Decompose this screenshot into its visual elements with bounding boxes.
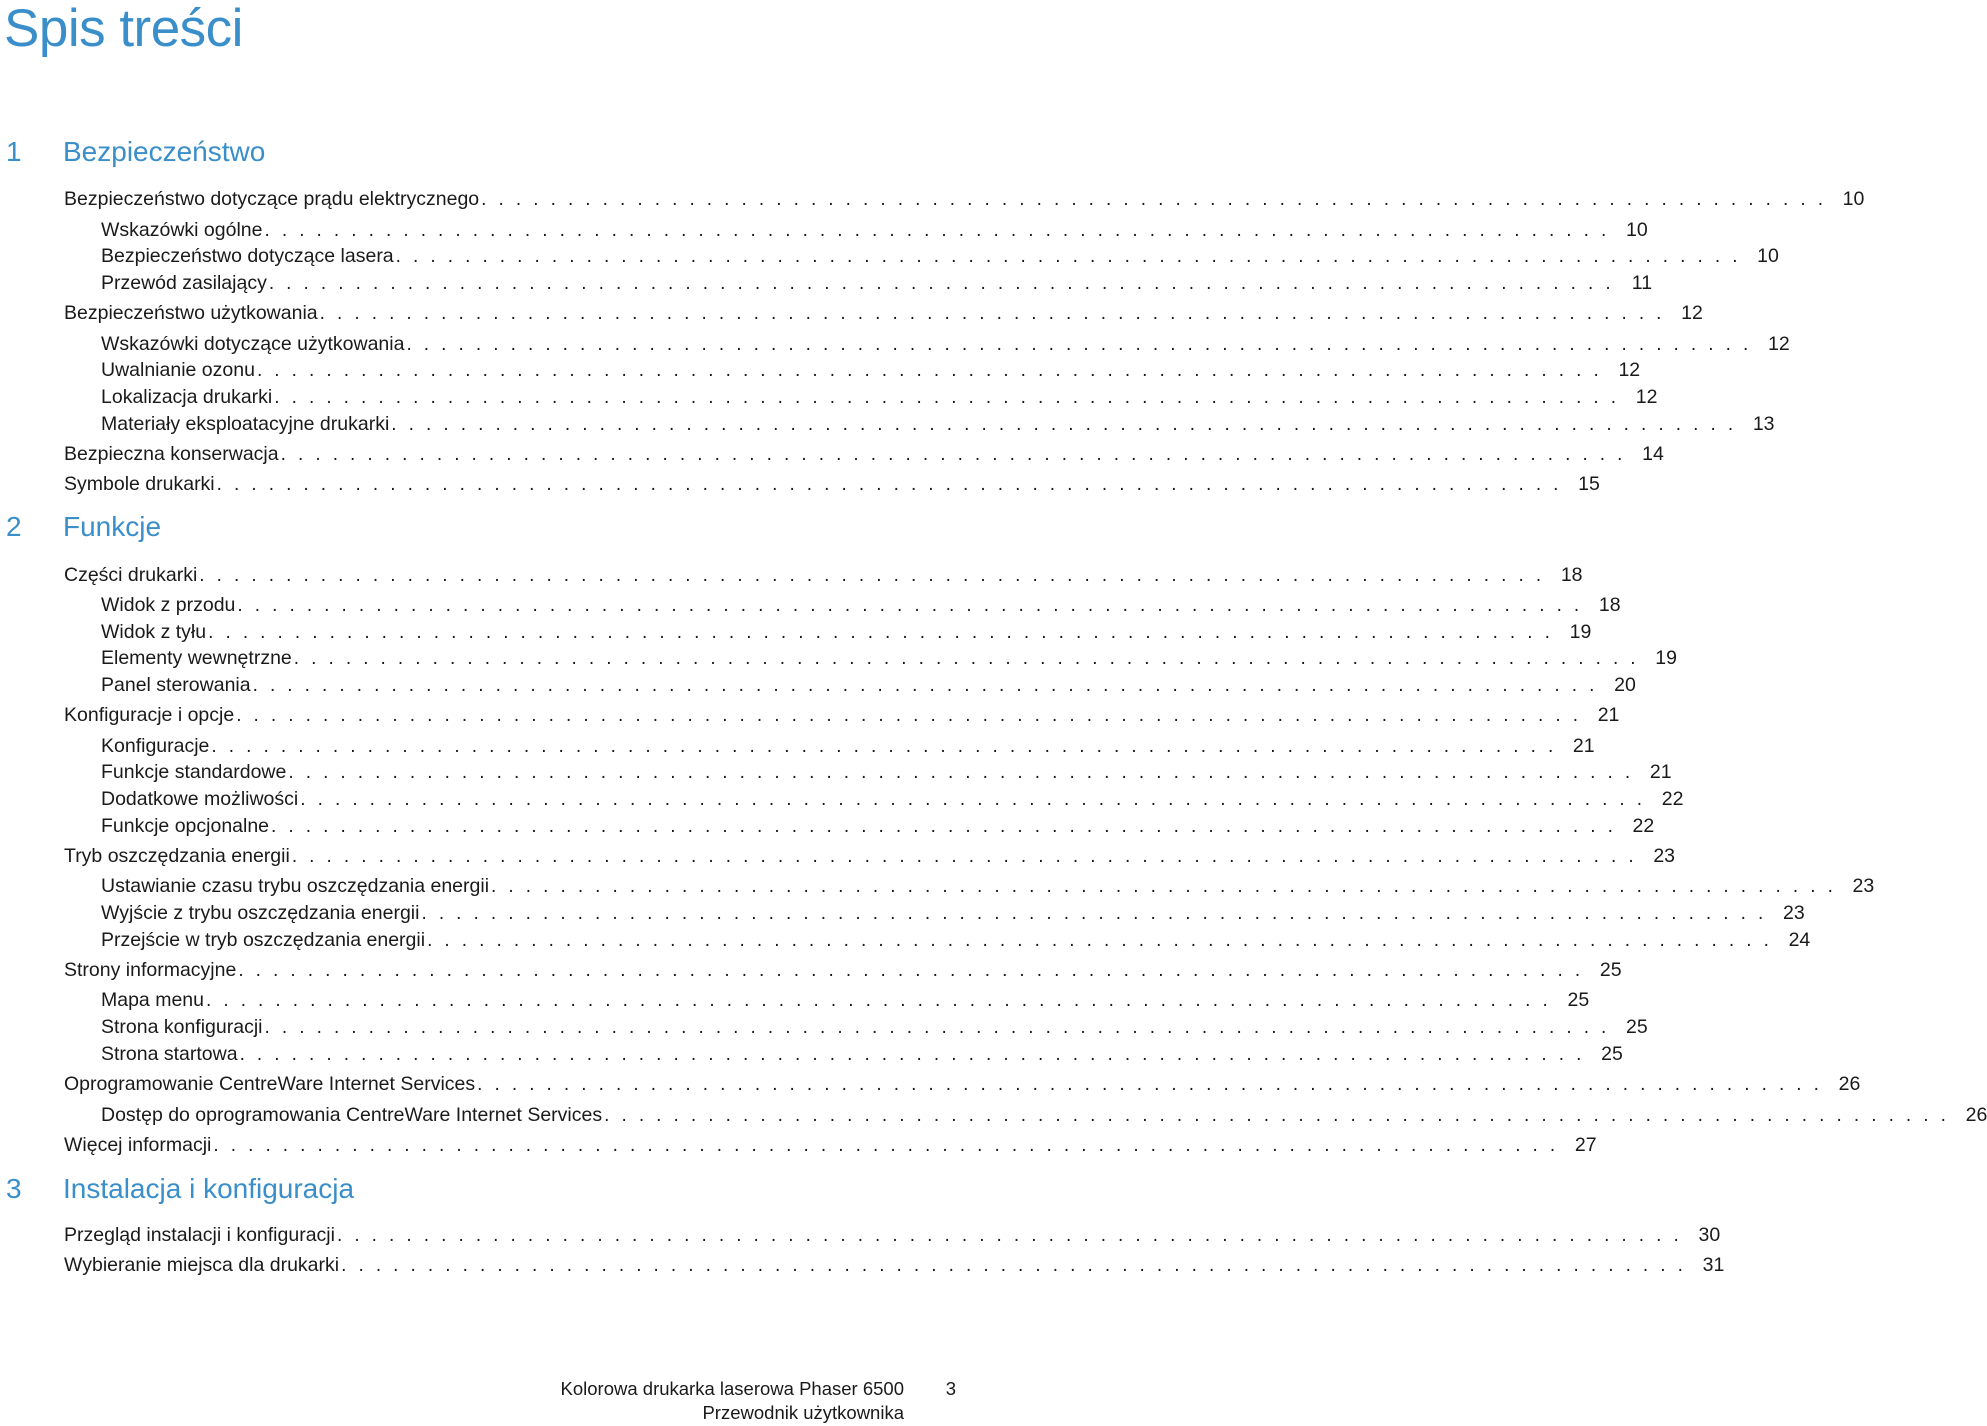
toc-entry-title: Elementy wewnętrzne [101,647,292,669]
toc-entry[interactable] [101,620,1592,645]
dot-leader: . . . . . . . . . . . . . . . . . . . . . . . . . . . . . . . . . . . . . . . . . . . . . . . . . . . . . . . . . . . . . . . . . . . . . . . . . . . . . . [239,1044,1585,1065]
dot-leader: . . . . . . . . . . . . . . . . . . . . . . . . . . . . . . . . . . . . . . . . . . . . . . . . . . . . . . . . . . . . . . . . . . . . . . . . . . . . . . [256,360,1603,381]
dot-leader: . . . . . . . . . . . . . . . . . . . . . . . . . . . . . . . . . . . . . . . . . . . . . . . . . . . . . . . . . . . . . . . . . . . . . . . . . . . . . . [199,565,1545,586]
toc-entry-page-number: 10 [1757,245,1779,267]
toc-entry-page-number: 21 [1649,761,1672,783]
footer-document-title: Kolorowa drukarka laserowa Phaser 6500 [560,1378,904,1399]
toc-entry-title: Bezpieczeństwo dotyczące lasera [101,245,394,267]
footer-page-number: 3 [945,1378,956,1399]
toc-entry-title: Przewód zasilający [101,272,267,294]
toc-entry-title: Wskazówki dotyczące użytkowania [101,333,405,355]
toc-entry-title: Wyjście z trybu oszczędzania energii [101,902,420,924]
dot-leader: . . . . . . . . . . . . . . . . . . . . . . . . . . . . . . . . . . . . . . . . . . . . . . . . . . . . . . . . . . . . . . . . . . . . . . . . . . . . . . [391,414,1737,435]
toc-entry-title: Bezpieczeństwo użytkowania [64,302,318,324]
toc-entry-title: Materiały eksploatacyjne drukarki [101,413,390,435]
toc-entry-title: Więcej informacji [64,1134,212,1156]
dot-leader: . . . . . . . . . . . . . . . . . . . . . . . . . . . . . . . . . . . . . . . . . . . . . . . . . . . . . . . . . . . . . . . . . . . . . . . . . . . . . . [477,1074,1823,1095]
toc-entry-title: Dostęp do oprogramowania CentreWare Internet Services [101,1104,603,1126]
dot-leader: . . . . . . . . . . . . . . . . . . . . . . . . . . . . . . . . . . . . . . . . . . . . . . . . . . . . . . . . . . . . . . . . . . . . . . . . . . . . . . [300,789,1646,810]
toc-entry-page-number: 22 [1661,788,1684,810]
dot-leader: . . . . . . . . . . . . . . . . . . . . . . . . . . . . . . . . . . . . . . . . . . . . . . . . . . . . . . . . . . . . . . . . . . . . . . . . . . . . . . [264,220,1610,241]
toc-entry-page-number: 21 [1597,704,1620,726]
dot-leader: . . . . . . . . . . . . . . . . . . . . . . . . . . . . . . . . . . . . . . . . . . . . . . . . . . . . . . . . . . . . . . . . . . . . . . . . . . . . . . [205,990,1552,1011]
dot-leader: . . . . . . . . . . . . . . . . . . . . . . . . . . . . . . . . . . . . . . . . . . . . . . . . . . . . . . . . . . . . . . . . . . . . . . . . . . . . . . [274,387,1620,408]
dot-leader: . . . . . . . . . . . . . . . . . . . . . . . . . . . . . . . . . . . . . . . . . . . . . . . . . . . . . . . . . . . . . . . . . . . . . . . . . . . . . . [238,960,1584,981]
toc-entry-title: Konfiguracje i opcje [64,704,235,726]
toc-entry-page-number: 19 [1569,621,1592,643]
toc-entry[interactable] [101,673,1636,698]
toc-entry-title: Przejście w tryb oszczędzania energii [101,929,426,951]
toc-entry-title: Oprogramowanie CentreWare Internet Services [64,1073,476,1095]
toc-entry-page-number: 14 [1642,443,1664,465]
toc-entry-page-number: 23 [1653,845,1676,867]
toc-entry-title: Panel sterowania [101,674,251,696]
dot-leader: . . . . . . . . . . . . . . . . . . . . . . . . . . . . . . . . . . . . . . . . . . . . . . . . . . . . . . . . . . . . . . . . . . . . . . . . . . . . . . [293,648,1639,669]
dot-leader: . . . . . . . . . . . . . . . . . . . . . . . . . . . . . . . . . . . . . . . . . . . . . . . . . . . . . . . . . . . . . . . . . . . . . . . . . . . . . . [271,816,1617,837]
toc-entry[interactable] [101,874,1875,899]
chapter-heading [0,509,960,545]
chapter-title: Bezpieczeństwo [63,136,266,167]
toc-entry[interactable] [101,901,1805,926]
toc-entry-title: Przegląd instalacji i konfiguracji [64,1224,335,1246]
toc-entry-page-number: 18 [1598,594,1621,616]
toc-entry-page-number: 12 [1635,386,1658,408]
toc-entry[interactable] [64,1223,1721,1248]
toc-entry-page-number: 22 [1632,815,1655,837]
dot-leader: . . . . . . . . . . . . . . . . . . . . . . . . . . . . . . . . . . . . . . . . . . . . . . . . . . . . . . . . . . . . . . . . . . . . . . . . . . . . . . [427,930,1773,951]
toc-entry-page-number: 12 [1681,302,1703,324]
toc-entry[interactable] [101,1015,1648,1040]
toc-entry-page-number: 31 [1702,1254,1725,1276]
toc-entry-page-number: 10 [1842,188,1865,210]
toc-entry[interactable] [64,187,1865,212]
toc-entry[interactable] [64,1253,1725,1278]
toc-entry-page-number: 25 [1601,1043,1623,1065]
toc-entry-page-number: 25 [1626,1016,1648,1038]
toc-entry-title: Mapa menu [101,989,204,1011]
chapter-number: 2 [6,511,22,542]
toc-entry[interactable] [101,928,1811,953]
toc-entry-page-number: 10 [1626,219,1648,241]
chapter-heading [0,1171,960,1207]
toc-entry-title: Widok z tyłu [101,621,207,643]
toc-entry-page-number: 27 [1574,1134,1597,1156]
toc-entry[interactable] [64,301,1703,326]
toc-entry-page-number: 12 [1767,333,1790,355]
dot-leader: . . . . . . . . . . . . . . . . . . . . . . . . . . . . . . . . . . . . . . . . . . . . . . . . . . . . . . . . . . . . . . . . . . . . . . . . . . . . . . [291,846,1638,867]
dot-leader: . . . . . . . . . . . . . . . . . . . . . . . . . . . . . . . . . . . . . . . . . . . . . . . . . . . . . . . . . . . . . . . . . . . . . . . . . . . . . . [280,444,1626,465]
toc-entry-title: Wskazówki ogólne [101,219,263,241]
toc-entry[interactable] [101,760,1672,785]
toc-entry[interactable] [101,1042,1623,1067]
toc-entry[interactable] [101,734,1595,759]
toc-entry[interactable] [64,442,1664,467]
dot-leader: . . . . . . . . . . . . . . . . . . . . . . . . . . . . . . . . . . . . . . . . . . . . . . . . . . . . . . . . . . . . . . . . . . . . . . . . . . . . . . [252,675,1598,696]
toc-entry-title: Uwalnianie ozonu [101,359,255,381]
dot-leader: . . . . . . . . . . . . . . . . . . . . . . . . . . . . . . . . . . . . . . . . . . . . . . . . . . . . . . . . . . . . . . . . . . . . . . . . . . . . . . [237,595,1583,616]
dot-leader: . . . . . . . . . . . . . . . . . . . . . . . . . . . . . . . . . . . . . . . . . . . . . . . . . . . . . . . . . . . . . . . . . . . . . . . . . . . . . . [319,303,1665,324]
toc-entry-title: Symbole drukarki [64,473,215,495]
toc-entry-title: Wybieranie miejsca dla drukarki [64,1254,340,1276]
toc-entry-title: Funkcje standardowe [101,761,287,783]
toc-entry-page-number: 19 [1655,647,1677,669]
dot-leader: . . . . . . . . . . . . . . . . . . . . . . . . . . . . . . . . . . . . . . . . . . . . . . . . . . . . . . . . . . . . . . . . . . . . . . . . . . . . . . [406,334,1752,355]
toc-entry-page-number: 15 [1578,473,1600,495]
toc-entry-page-number: 21 [1572,735,1595,757]
toc-entry-title: Funkcje opcjonalne [101,815,270,837]
toc-entry-title: Bezpieczeństwo dotyczące prądu elektrycznego [64,188,480,210]
dot-leader: . . . . . . . . . . . . . . . . . . . . . . . . . . . . . . . . . . . . . . . . . . . . . . . . . . . . . . . . . . . . . . . . . . . . . . . . . . . . . . [491,876,1837,897]
dot-leader: . . . . . . . . . . . . . . . . . . . . . . . . . . . . . . . . . . . . . . . . . . . . . . . . . . . . . . . . . . . . . . . . . . . . . . . . . . . . . . [395,246,1741,267]
toc-entry-page-number: 23 [1852,875,1875,897]
toc-entry-title: Części drukarki [64,564,198,586]
dot-leader: . . . . . . . . . . . . . . . . . . . . . . . . . . . . . . . . . . . . . . . . . . . . . . . . . . . . . . . . . . . . . . . . . . . . . . . . . . . . . . [213,1135,1559,1156]
dot-leader: . . . . . . . . . . . . . . . . . . . . . . . . . . . . . . . . . . . . . . . . . . . . . . . . . . . . . . . . . . . . . . . . . . . . . . . . . . . . . . [216,474,1562,495]
dot-leader: . . . . . . . . . . . . . . . . . . . . . . . . . . . . . . . . . . . . . . . . . . . . . . . . . . . . . . . . . . . . . . . . . . . . . . . . . . . . . . [211,736,1557,757]
dot-leader: . . . . . . . . . . . . . . . . . . . . . . . . . . . . . . . . . . . . . . . . . . . . . . . . . . . . . . . . . . . . . . . . . . . . . . . . . . . . . . [341,1255,1687,1276]
toc-entry[interactable] [64,563,1583,588]
toc-entry-title: Strona startowa [101,1043,238,1065]
toc-entry-title: Strony informacyjne [64,959,237,981]
dot-leader: . . . . . . . . . . . . . . . . . . . . . . . . . . . . . . . . . . . . . . . . . . . . . . . . . . . . . . . . . . . . . . . . . . . . . . . . . . . . . . [481,189,1827,210]
toc-entry-title: Strona konfiguracji [101,1016,263,1038]
toc-entry-page-number: 18 [1560,564,1583,586]
toc-entry-page-number: 13 [1752,413,1775,435]
dot-leader: . . . . . . . . . . . . . . . . . . . . . . . . . . . . . . . . . . . . . . . . . . . . . . . . . . . . . . . . . . . . . . . . . . . . . . . . . . . . . . [264,1017,1610,1038]
dot-leader: . . . . . . . . . . . . . . . . . . . . . . . . . . . . . . . . . . . . . . . . . . . . . . . . . . . . . . . . . . . . . . . . . . . . . . . . . . . . . . [336,1225,1683,1246]
toc-entry[interactable] [101,271,1653,296]
dot-leader: . . . . . . . . . . . . . . . . . . . . . . . . . . . . . . . . . . . . . . . . . . . . . . . . . . . . . . . . . . . . . . . . . . . . . . . . . . . . . . [268,273,1615,294]
toc-entry[interactable] [101,646,1677,671]
toc-entry[interactable] [64,1133,1597,1158]
toc-entry[interactable] [101,787,1684,812]
toc-entry-page-number: 26 [1965,1104,1987,1126]
dot-leader: . . . . . . . . . . . . . . . . . . . . . . . . . . . . . . . . . . . . . . . . . . . . . . . . . . . . . . . . . . . . . . . . . . . . . . . . . . . . . . [208,622,1554,643]
toc-entry[interactable] [101,988,1590,1013]
page-title: Spis treści [4,0,243,58]
toc-entry-title: Bezpieczna konserwacja [64,443,279,465]
toc-entry[interactable] [64,472,1600,497]
chapter-number: 3 [6,1173,22,1204]
chapter-number: 1 [6,136,22,167]
toc-entry-page-number: 24 [1788,929,1811,951]
toc-entry-page-number: 25 [1599,959,1622,981]
footer-document-subtitle: Przewodnik użytkownika [702,1402,904,1423]
dot-leader: . . . . . . . . . . . . . . . . . . . . . . . . . . . . . . . . . . . . . . . . . . . . . . . . . . . . . . . . . . . . . . . . . . . . . . . . . . . . . . [288,762,1634,783]
toc-entry[interactable] [101,1103,1987,1128]
toc-entry-page-number: 11 [1631,272,1653,294]
toc-entry-page-number: 20 [1614,674,1636,696]
toc-entry-title: Lokalizacja drukarki [101,386,273,408]
toc-entry[interactable] [101,244,1779,269]
chapter-heading [0,134,960,170]
toc-entry[interactable] [101,332,1790,357]
toc-entry[interactable] [64,703,1620,728]
toc-entry[interactable] [101,593,1621,618]
toc-entry-page-number: 26 [1838,1073,1861,1095]
toc-entry-title: Tryb oszczędzania energii [64,845,290,867]
toc-entry[interactable] [64,844,1676,869]
toc-entry[interactable] [101,358,1641,383]
toc-entry[interactable] [64,1072,1861,1097]
toc-entry-page-number: 25 [1567,989,1590,1011]
toc-entry-page-number: 12 [1618,359,1641,381]
dot-leader: . . . . . . . . . . . . . . . . . . . . . . . . . . . . . . . . . . . . . . . . . . . . . . . . . . . . . . . . . . . . . . . . . . . . . . . . . . . . . . [604,1105,1950,1126]
toc-entry-page-number: 23 [1782,902,1805,924]
toc-entry[interactable] [101,385,1658,410]
toc-entry[interactable] [64,958,1622,983]
toc-entry[interactable] [101,412,1775,437]
toc-entry[interactable] [101,218,1648,243]
toc-entry[interactable] [101,814,1655,839]
dot-leader: . . . . . . . . . . . . . . . . . . . . . . . . . . . . . . . . . . . . . . . . . . . . . . . . . . . . . . . . . . . . . . . . . . . . . . . . . . . . . . [421,903,1767,924]
chapter-title: Instalacja i konfiguracja [63,1173,355,1204]
toc-entry-page-number: 30 [1698,1224,1721,1246]
chapter-title: Funkcje [63,511,162,542]
dot-leader: . . . . . . . . . . . . . . . . . . . . . . . . . . . . . . . . . . . . . . . . . . . . . . . . . . . . . . . . . . . . . . . . . . . . . . . . . . . . . . [236,705,1582,726]
toc-entry-title: Konfiguracje [101,735,210,757]
toc-entry-title: Dodatkowe możliwości [101,788,299,810]
toc-entry-title: Widok z przodu [101,594,236,616]
toc-entry-title: Ustawianie czasu trybu oszczędzania energii [101,875,490,897]
